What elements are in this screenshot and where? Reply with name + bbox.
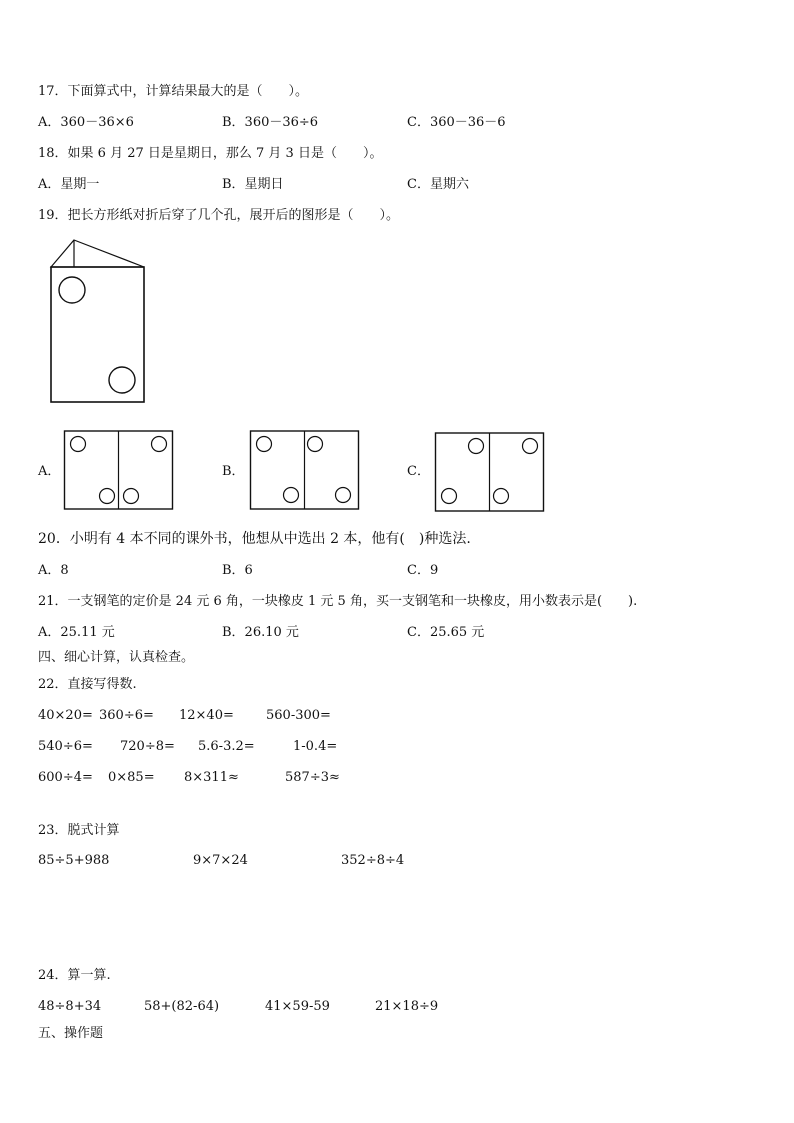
q17-option-c: C．360－36－6 [407,115,506,130]
q24-stem: 24．算一算. [38,968,111,983]
q17-stem: 17．下面算式中，计算结果最大的是（ ）。 [38,84,309,99]
q24-item: 58+(82-64) [144,999,220,1014]
q24-item: 41×59-59 [265,999,330,1014]
q22-item: 540÷6= [38,739,93,754]
q20-stem: 20．小明有 4 本不同的课外书，他想从中选出 2 本，他有( )种选法. [38,531,471,547]
q23-item: 85÷5+988 [38,853,110,868]
q22-item: 5.6-3.2= [198,739,255,754]
q19-option-b-figure [249,429,361,511]
q22-item: 1-0.4= [293,739,338,754]
q21-option-b: B．26.10 元 [222,625,299,640]
q24-item: 48÷8+34 [38,999,102,1014]
q21-stem: 21．一支钢笔的定价是 24 元 6 角，一块橡皮 1 元 5 角，买一支钢笔和一块橡皮，用小数表示是( ). [38,594,638,609]
q22-item: 360÷6= [99,708,154,723]
q19-option-c-label: C． [407,464,430,479]
q21-option-c: C．25.65 元 [407,625,485,640]
q22-item: 8×311≈ [184,770,239,785]
q18-stem: 18．如果 6 月 27 日是星期日，那么 7 月 3 日是（ ）。 [38,146,383,161]
section-4-title: 四、细心计算，认真检查。 [38,650,195,665]
q22-item: 40×20= [38,708,93,723]
q19-option-c-figure [434,431,546,513]
q23-stem: 23．脱式计算 [38,823,120,838]
q24-item: 21×18÷9 [375,999,439,1014]
q19-option-b-label: B． [222,464,245,479]
q20-option-b: B．6 [222,563,253,578]
q22-item: 720÷8= [120,739,175,754]
q22-item: 600÷4= [38,770,93,785]
q19-option-a-figure [63,429,175,511]
q22-item: 12×40= [179,708,234,723]
q18-option-c: C．星期六 [407,177,469,192]
q19-option-a-label: A． [38,464,61,479]
folded-paper-figure [46,236,150,406]
q22-item: 560-300= [266,708,331,723]
q23-item: 9×7×24 [193,853,248,868]
q18-option-a: A．星期一 [38,177,100,192]
q17-option-b: B．360－36÷6 [222,115,319,130]
q23-item: 352÷8÷4 [341,853,405,868]
section-5-title: 五、操作题 [38,1026,104,1041]
q22-item: 0×85= [108,770,155,785]
q21-option-a: A．25.11 元 [38,625,115,640]
q20-option-a: A．8 [38,563,69,578]
q20-option-c: C．9 [407,563,439,578]
q22-item: 587÷3≈ [285,770,340,785]
q17-option-a: A．360－36×6 [38,115,134,130]
q19-stem: 19．把长方形纸对折后穿了几个孔，展开后的图形是（ ）。 [38,208,400,223]
q18-option-b: B．星期日 [222,177,284,192]
q22-stem: 22．直接写得数. [38,677,137,692]
